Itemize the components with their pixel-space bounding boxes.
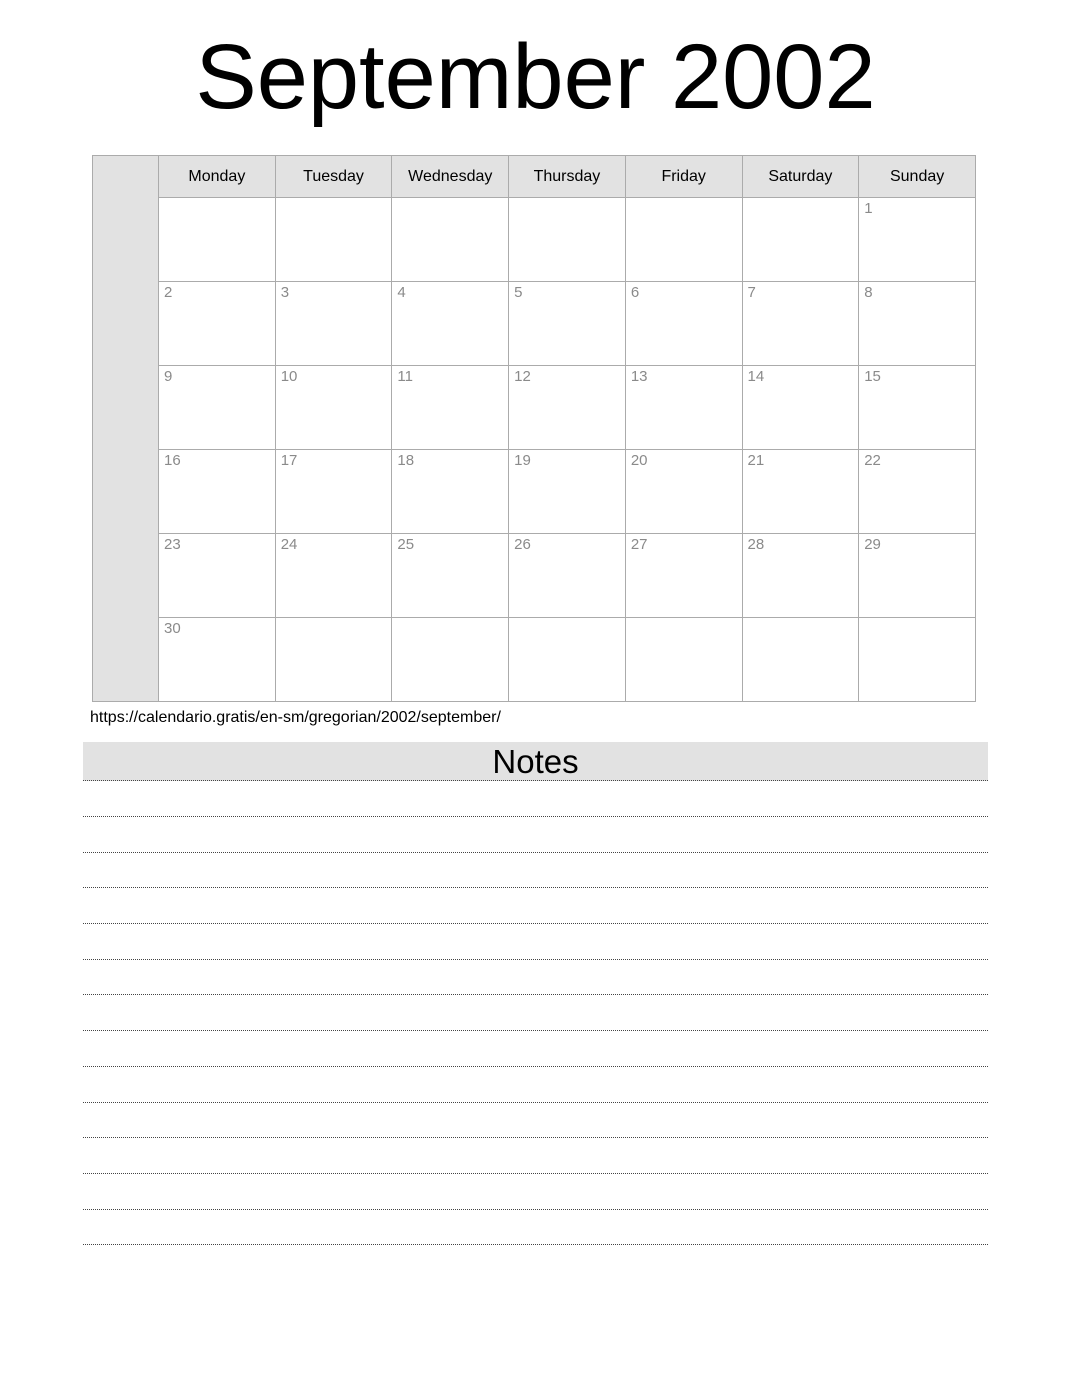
note-line	[83, 1138, 988, 1174]
note-line	[83, 995, 988, 1031]
day-number: 7	[747, 284, 756, 302]
note-line	[83, 1103, 988, 1139]
day-cell	[159, 534, 276, 618]
day-cell	[625, 366, 742, 450]
day-cell	[859, 366, 976, 450]
day-cell	[625, 282, 742, 366]
week-row	[93, 618, 976, 702]
day-number: 14	[747, 368, 765, 386]
day-cell	[159, 282, 276, 366]
day-number: 2	[164, 284, 173, 302]
day-cell	[742, 618, 859, 702]
day-number: 19	[514, 452, 531, 470]
day-cell	[742, 198, 859, 282]
week-row	[93, 198, 976, 282]
day-number: 9	[164, 368, 173, 386]
day-cell	[509, 618, 626, 702]
day-cell	[509, 282, 626, 366]
day-cell	[859, 534, 976, 618]
day-cell	[625, 198, 742, 282]
day-number	[276, 198, 392, 200]
day-number: 20	[630, 452, 648, 470]
day-number: 21	[747, 452, 765, 470]
calendar-header-row	[93, 156, 976, 198]
day-header-wednesday: Wednesday	[392, 156, 509, 198]
note-line	[83, 888, 988, 924]
day-number: 28	[747, 536, 765, 554]
day-number: 8	[864, 284, 873, 302]
calendar-table	[92, 155, 976, 702]
day-number: 27	[630, 536, 648, 554]
day-cell	[625, 618, 742, 702]
day-number: 16	[164, 452, 181, 470]
note-line	[83, 1067, 988, 1103]
day-header-tuesday: Tuesday	[275, 156, 392, 198]
week-row	[93, 534, 976, 618]
day-number: 10	[280, 368, 298, 386]
note-line	[83, 960, 988, 996]
day-number: 1	[864, 200, 873, 218]
day-number: 6	[630, 284, 640, 302]
day-cell	[392, 282, 509, 366]
calendar-left-strip	[93, 156, 159, 702]
day-cell	[275, 282, 392, 366]
day-number	[743, 198, 859, 200]
day-cell	[742, 366, 859, 450]
day-number	[392, 618, 508, 620]
day-cell	[859, 198, 976, 282]
day-cell	[859, 450, 976, 534]
day-cell	[859, 618, 976, 702]
day-cell	[625, 450, 742, 534]
day-cell	[275, 618, 392, 702]
day-cell	[392, 198, 509, 282]
day-number: 17	[280, 452, 298, 470]
day-number: 24	[280, 536, 298, 554]
day-number	[276, 618, 392, 620]
day-number: 5	[514, 284, 523, 302]
day-cell	[159, 366, 276, 450]
day-cell	[392, 534, 509, 618]
day-number	[392, 198, 508, 200]
notes-title: Notes	[83, 742, 988, 781]
day-header-saturday: Saturday	[742, 156, 859, 198]
note-line	[83, 781, 988, 817]
day-number: 4	[397, 284, 406, 302]
day-cell	[509, 198, 626, 282]
note-line	[83, 817, 988, 853]
notes-section	[83, 742, 988, 1245]
day-cell	[859, 282, 976, 366]
note-line	[83, 853, 988, 889]
day-number	[626, 198, 742, 200]
day-number	[159, 198, 275, 200]
day-cell	[509, 450, 626, 534]
day-cell	[159, 198, 276, 282]
week-row	[93, 450, 976, 534]
notes-lines	[83, 781, 988, 1245]
day-cell	[742, 534, 859, 618]
day-cell	[275, 534, 392, 618]
day-number	[859, 618, 975, 620]
day-cell	[742, 282, 859, 366]
day-cell	[509, 534, 626, 618]
note-line	[83, 1031, 988, 1067]
week-row	[93, 282, 976, 366]
day-number: 26	[514, 536, 531, 554]
day-header-monday: Monday	[159, 156, 276, 198]
note-line	[83, 1174, 988, 1210]
day-cell	[275, 366, 392, 450]
source-url: https://calendario.gratis/en-sm/gregorian/2002/september/	[90, 709, 501, 727]
day-number: 22	[864, 452, 881, 470]
day-header-sunday: Sunday	[859, 156, 976, 198]
day-number: 23	[164, 536, 181, 554]
day-number	[626, 618, 742, 620]
day-number: 11	[397, 368, 413, 386]
day-number: 12	[514, 368, 531, 386]
day-cell	[275, 198, 392, 282]
day-header-thursday: Thursday	[509, 156, 626, 198]
day-number	[509, 198, 625, 200]
day-header-friday: Friday	[625, 156, 742, 198]
day-cell	[742, 450, 859, 534]
day-cell	[392, 366, 509, 450]
day-cell	[625, 534, 742, 618]
day-number: 15	[864, 368, 881, 386]
note-line	[83, 1210, 988, 1246]
day-cell	[159, 450, 276, 534]
day-number: 25	[397, 536, 415, 554]
day-cell	[392, 618, 509, 702]
week-row	[93, 366, 976, 450]
day-number: 29	[864, 536, 881, 554]
page-title: September 2002	[195, 26, 876, 128]
day-number	[743, 618, 859, 620]
day-cell	[392, 450, 509, 534]
day-cell	[509, 366, 626, 450]
day-number: 13	[630, 368, 648, 386]
note-line	[83, 924, 988, 960]
day-number: 3	[280, 284, 290, 302]
day-cell	[275, 450, 392, 534]
day-number: 30	[164, 620, 181, 638]
day-number: 18	[397, 452, 415, 470]
day-cell	[159, 618, 276, 702]
day-number	[509, 618, 625, 620]
